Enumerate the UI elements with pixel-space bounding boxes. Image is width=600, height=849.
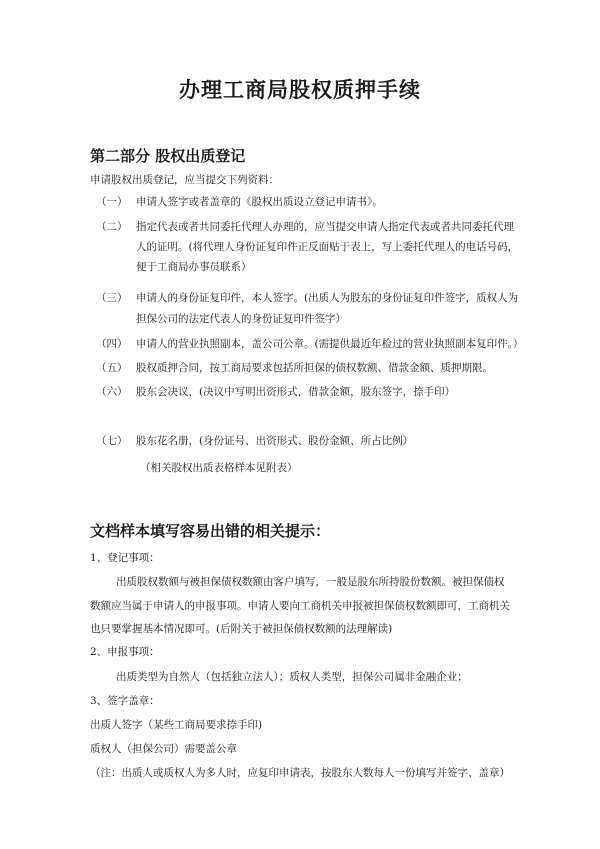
page-title: 办理工商局股权质押手续: [179, 77, 421, 102]
item-number: （五）: [96, 362, 128, 374]
tip-label-registration: 1、登记事项：: [90, 552, 160, 564]
item-number: （一）: [96, 196, 128, 208]
item-text: 申请人的身份证复印件，本人签字。(出质人为股东的身份证复印件签字，质权人为: [136, 292, 519, 304]
item-number: （二）: [96, 221, 128, 233]
tip-text: （注：出质人或质权人为多人时，应复印申请表，按股东人数每人一份填写并签字、盖章）: [90, 767, 510, 779]
item-text: 申请人的营业执照副本，盖公司公章。(需提供最近年检过的营业执照副本复印件。）: [136, 338, 524, 350]
section-heading-tips: 文档样本填写容易出错的相关提示：: [90, 522, 331, 540]
item-number: （六）: [96, 386, 128, 398]
item-number: （四）: [96, 338, 128, 350]
item-text: 股东花名册，(身份证号、出资形式、股份金额、所占比例）: [136, 435, 414, 447]
tip-text: 出质股权数额与被担保债权数额由客户填写，一般是股东所持股份数额。被担保债权: [116, 576, 505, 588]
tip-label-signature: 3、签字盖章：: [90, 695, 160, 707]
tip-text: 也只要掌握基本情况即可。(后附关于被担保债权数额的法理解读): [90, 623, 393, 635]
item-text: 股东会决议，(决议中写明出资形式，借款金额，股东签字，捺手印）: [136, 386, 456, 398]
tip-text: 质权人（担保公司）需要盖公章: [90, 743, 237, 755]
tip-label-declaration: 2、申报事项：: [90, 646, 160, 658]
item-text: 便于工商局办事员联系）: [136, 261, 252, 273]
appendix-note: （相关股权出质表格样本见附表）: [140, 462, 298, 474]
item-text: 指定代表或者共同委托代理人办理的，应当提交申请人指定代表或者共同委托代理: [136, 221, 514, 233]
item-number: （三）: [96, 292, 128, 304]
tip-text: 出质类型为自然人（包括独立法人）；质权人类型，担保公司属非金融企业；: [116, 671, 468, 683]
item-text: 担保公司的法定代表人的身份证复印件签字）: [136, 313, 346, 325]
item-number: （七）: [96, 435, 128, 447]
item-text: 申请人签字或者盖章的《股权出质设立登记申请书》。: [136, 196, 383, 208]
intro-text: 申请股权出质登记，应当提交下列资料：: [90, 174, 279, 186]
section-heading-pledge-registration: 第二部分 股权出质登记: [90, 147, 246, 165]
item-text: 股权质押合同，按工商局要求包括所担保的债权数额、借款金额、质押期限。: [136, 362, 493, 374]
tip-text: 数额应当属于申请人的申报事项。申请人要向工商机关申报被担保债权数额即可，工商机关: [90, 600, 510, 612]
item-text: 人的证明。(将代理人身份证复印件正反面贴于表上，写上委托代理人的电话号码，: [136, 241, 519, 253]
tip-text: 出质人签字（某些工商局要求捺手印): [90, 719, 263, 731]
